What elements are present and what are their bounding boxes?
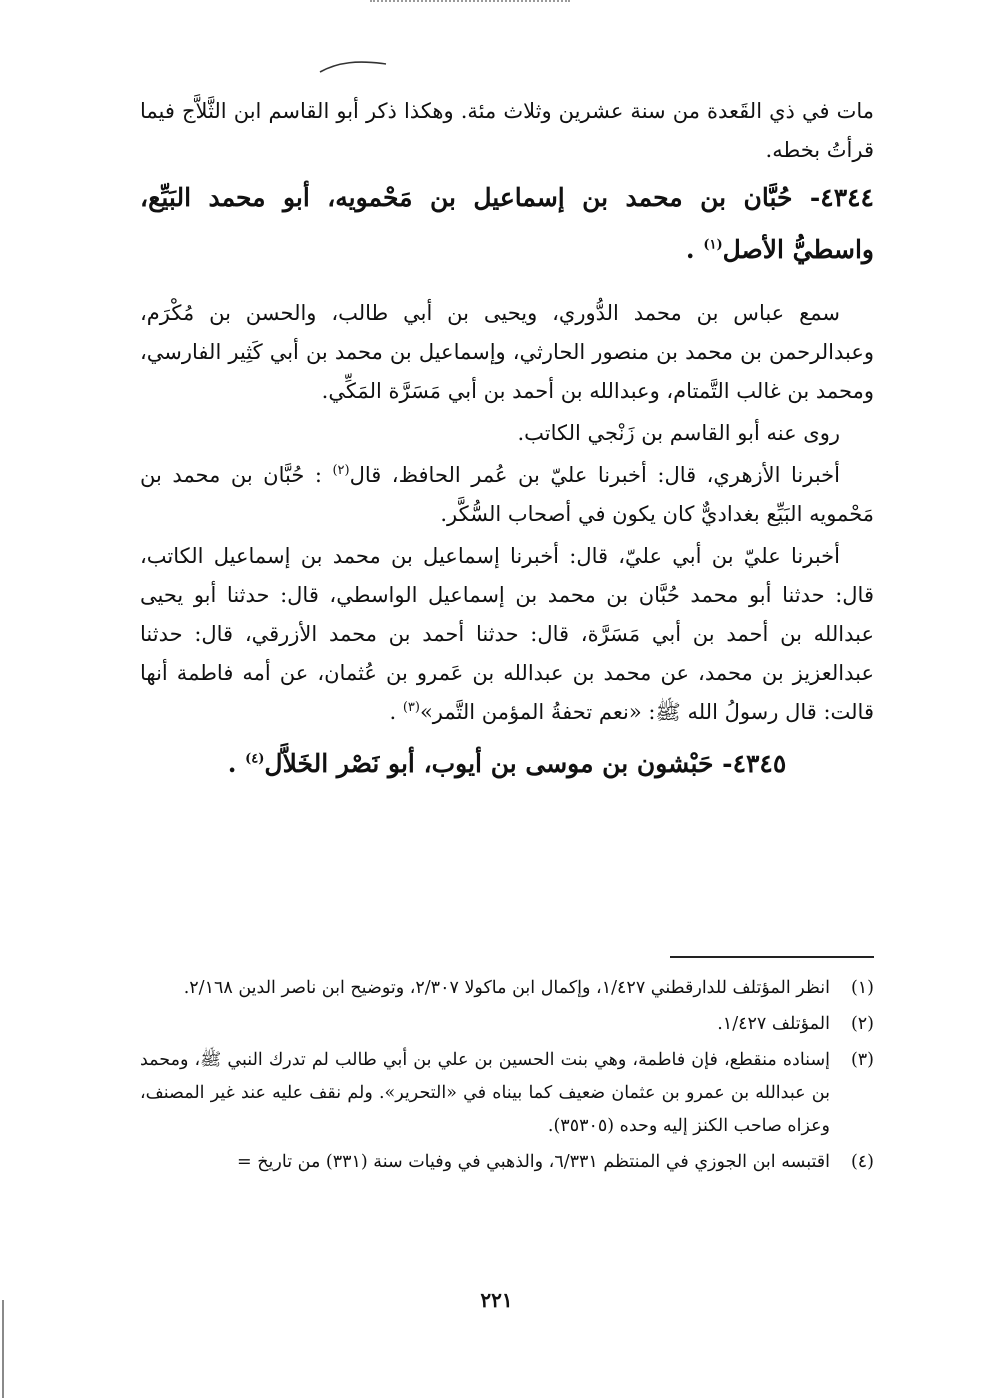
entry-4344-heading (140, 172, 874, 276)
report-text-1: أخبرنا الأزهري، قال: أخبرنا عليّ بن عُمر الحافظ، قال (349, 463, 840, 487)
entry-number: ٤٣٤٥- (722, 749, 787, 778)
entry-title: حَبْشون بن موسى بن أيوب، أبو نَصْر الخَلاَّل (264, 749, 714, 778)
entry-4345-heading (140, 738, 874, 790)
paragraph-teachers: سمع عباس بن محمد الدُّوري، ويحيى بن أبي طالب، والحسن بن مُكْرَم، وعبدالرحمن بن محمد بن منصور الحارثي، وإسماعيل بن محمد بن أبي كَثِير الفارسي، ومحمد بن غالب التَّمتام، وعبدالله بن أحمد بن أبي مَسَرَّة المَكِّي. (140, 301, 874, 403)
footnote-text: اقتبسه ابن الجوزي في المنتظم ٦/٣٣١، والذهبي في وفيات سنة (٣٣١) من تاريخ = (237, 1152, 830, 1172)
page-number: ٢٢١ (480, 1288, 513, 1312)
footnote-item (140, 1044, 874, 1143)
hadith-text: أخبرنا عليّ بن أبي عليّ، قال: أخبرنا إسماعيل بن محمد بن إسماعيل الكاتب، قال: حدثنا أبو محمد حُبَّان بن محمد بن إسماعيل الواسطي، قال: حدثنا أبو يحيى عبدالله بن أحمد بن أبي مَسَرَّة، قال: حدثنا أحمد بن محمد الأزرقي، قال: حدثنا عبدالعزيز بن محمد، عن محمد بن عبدالله بن عَمرو بن عُثمان، عن أمه فاطمة أنها قالت: قال رسولُ الله ﷺ: «نعم تحفةُ المؤمن التَّمر» (140, 544, 874, 724)
paragraph-death-date: مات في ذي القَعدة من سنة عشرين وثلاث مئة. وهكذا ذكر أبو القاسم ابن الثَّلاَّج فيما قرأتُ بخطه. (140, 99, 874, 162)
footnote-number: (١) (850, 978, 874, 998)
paragraph-hadith (140, 537, 874, 732)
margin-scan-line (2, 1300, 4, 1398)
footnotes (140, 972, 874, 1182)
hadith-end: . (389, 700, 403, 724)
footnote-ref: (٤) (245, 751, 265, 767)
paragraph-report (140, 456, 874, 534)
report-text-2: : حُبَّان بن محمد بن مَحْمويه البَيِّع بغداديٌّ كان يكون في أصحاب السُّكَّر. (140, 463, 874, 526)
footnote-separator (670, 956, 874, 958)
footnote-number: (٣) (850, 1050, 874, 1070)
entry-end: . (227, 749, 246, 778)
entry-title: حُبَّان بن محمد بن إسماعيل بن مَحْمويه، أبو محمد البَيِّع، واسطيُّ الأصل (140, 183, 874, 264)
entry-end: . (685, 235, 695, 264)
footnote-text: انظر المؤتلف للدارقطني ١/٤٢٧، وإكمال ابن ماكولا ٢/٣٠٧، وتوضيح ابن ناصر الدين ٢/١٦٨. (183, 978, 830, 998)
decorative-stroke (318, 58, 388, 76)
footnote-number: (٤) (850, 1152, 874, 1172)
footnote-ref: (١) (703, 237, 723, 253)
entry-number: ٤٣٤٤- (809, 183, 874, 212)
footnote-ref: (٢) (332, 463, 350, 478)
footnote-ref: (٣) (402, 700, 420, 715)
footnote-item (140, 1008, 874, 1041)
paragraph-students: روى عنه أبو القاسم بن زَنْجي الكاتب. (517, 421, 840, 445)
footnote-item (140, 972, 874, 1005)
footnote-text: إسناده منقطع، فإن فاطمة، وهي بنت الحسين بن علي بن أبي طالب لم تدرك النبي ﷺ، ومحمد بن عبدالله بن عمرو بن عثمان ضعيف كما بيناه في «التحرير». ولم نقف عليه عند غير المصنف، وعزاه صاحب الكنز إليه وحده (٣٥٣٠٥). (140, 1050, 830, 1136)
footnote-text: المؤتلف ١/٤٢٧. (717, 1014, 830, 1034)
main-text (140, 92, 874, 790)
footnote-number: (٢) (850, 1014, 874, 1034)
footnote-item (140, 1146, 874, 1179)
top-edge-marks (370, 0, 570, 10)
